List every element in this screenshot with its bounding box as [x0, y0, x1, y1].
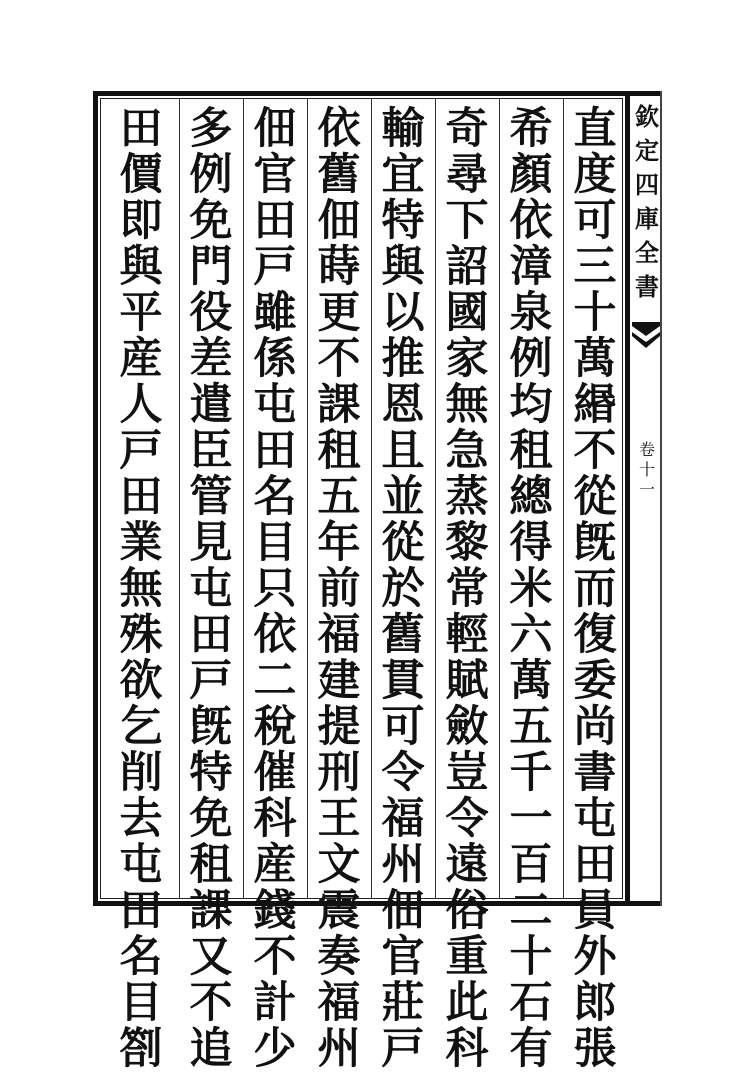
- text-character: 田: [573, 840, 617, 890]
- text-character: 國: [445, 288, 489, 338]
- text-character: 斂: [445, 702, 489, 752]
- text-character: 輕: [445, 610, 489, 660]
- text-character: 福: [381, 794, 425, 844]
- text-column: [112, 104, 170, 1074]
- text-character: 郎: [573, 978, 617, 1028]
- text-character: 與: [381, 242, 425, 292]
- text-column: [566, 104, 624, 1074]
- text-character: 五: [509, 702, 553, 752]
- text-character: 前: [317, 564, 361, 614]
- text-character: 福: [317, 610, 361, 660]
- text-character: 管: [189, 472, 233, 522]
- text-character: 恩: [381, 380, 425, 430]
- text-character: 詔: [445, 242, 489, 292]
- text-character: 十: [509, 932, 553, 982]
- text-character: 緡: [573, 380, 617, 430]
- text-character: 直: [573, 104, 617, 154]
- text-character: 泉: [509, 288, 553, 338]
- text-column: [502, 104, 560, 1074]
- text-character: 於: [381, 564, 425, 614]
- text-character: 萬: [573, 334, 617, 384]
- text-character: 蒔: [317, 242, 361, 292]
- text-character: 委: [573, 656, 617, 706]
- text-column: [374, 104, 432, 1074]
- column-rule: [243, 98, 244, 899]
- column-rule: [307, 98, 308, 899]
- text-character: 一: [509, 794, 553, 844]
- text-character: 千: [509, 748, 553, 798]
- text-character: 即: [119, 196, 163, 246]
- text-character: 無: [445, 380, 489, 430]
- text-character: 租: [317, 426, 361, 476]
- text-character: 催: [253, 748, 297, 798]
- text-character: 家: [445, 334, 489, 384]
- text-character: 書: [573, 748, 617, 798]
- column-rule: [371, 98, 372, 899]
- text-character: 顏: [509, 150, 553, 200]
- text-character: 五: [317, 472, 361, 522]
- text-character: 産: [119, 334, 163, 384]
- banxin-title-character: 庫: [635, 204, 659, 233]
- text-character: 三: [573, 242, 617, 292]
- text-character: 舊: [381, 610, 425, 660]
- text-character: 賦: [445, 656, 489, 706]
- banxin-volume-character: 一: [638, 480, 655, 499]
- text-character: 州: [381, 840, 425, 890]
- text-character: 依: [253, 610, 297, 660]
- text-character: 文: [317, 840, 361, 890]
- text-character: 王: [317, 794, 361, 844]
- text-character: 奇: [445, 104, 489, 154]
- text-character: 錢: [253, 886, 297, 936]
- text-character: 二: [253, 656, 297, 706]
- text-character: 田: [253, 196, 297, 246]
- banxin-volume-character: 十: [638, 460, 655, 479]
- text-character: 特: [381, 196, 425, 246]
- text-character: 六: [509, 610, 553, 660]
- text-character: 産: [253, 840, 297, 890]
- text-character: 目: [253, 518, 297, 568]
- text-character: 租: [509, 426, 553, 476]
- banxin-title-character: 定: [635, 136, 659, 165]
- text-character: 不: [573, 426, 617, 476]
- text-column: [246, 104, 304, 1074]
- text-character: 尋: [445, 150, 489, 200]
- text-character: 去: [119, 794, 163, 844]
- column-rule: [499, 98, 500, 899]
- text-character: 遠: [445, 840, 489, 890]
- text-character: 田: [119, 104, 163, 154]
- text-character: 役: [189, 288, 233, 338]
- text-character: 急: [445, 426, 489, 476]
- text-character: 多: [189, 104, 233, 154]
- text-character: 蒸: [445, 472, 489, 522]
- text-character: 稅: [253, 702, 297, 752]
- text-character: 旣: [189, 702, 233, 752]
- text-character: 均: [509, 380, 553, 430]
- text-character: 百: [509, 840, 553, 890]
- text-character: 田: [119, 886, 163, 936]
- text-character: 田: [119, 472, 163, 522]
- text-character: 只: [253, 564, 297, 614]
- text-character: 輸: [381, 104, 425, 154]
- text-character: 削: [119, 748, 163, 798]
- text-character: 例: [509, 334, 553, 384]
- text-character: 計: [253, 978, 297, 1028]
- text-character: 科: [253, 794, 297, 844]
- text-character: 官: [381, 932, 425, 982]
- text-character: 科: [445, 1024, 489, 1074]
- text-column: [438, 104, 496, 1074]
- text-character: 二: [509, 886, 553, 936]
- text-character: 劄: [119, 1024, 163, 1074]
- text-character: 可: [381, 702, 425, 752]
- text-character: 建: [317, 656, 361, 706]
- banxin-volume-character: 卷: [638, 440, 655, 459]
- text-character: 尚: [573, 702, 617, 752]
- text-character: 舊: [317, 150, 361, 200]
- text-character: 得: [509, 518, 553, 568]
- text-character: 追: [189, 1024, 233, 1074]
- text-character: 莊: [381, 978, 425, 1028]
- text-character: 令: [381, 748, 425, 798]
- text-character: 俗: [445, 886, 489, 936]
- text-character: 課: [189, 886, 233, 936]
- text-character: 免: [189, 794, 233, 844]
- text-character: 佃: [253, 104, 297, 154]
- text-character: 租: [189, 840, 233, 890]
- text-character: 欲: [119, 656, 163, 706]
- text-character: 希: [509, 104, 553, 154]
- text-character: 刑: [317, 748, 361, 798]
- banxin-title-character: 欽: [635, 102, 659, 131]
- text-character: 殊: [119, 610, 163, 660]
- text-character: 特: [189, 748, 233, 798]
- text-character: 不: [317, 334, 361, 384]
- text-character: 屯: [189, 564, 233, 614]
- text-character: 復: [573, 610, 617, 660]
- text-character: 張: [573, 1024, 617, 1074]
- text-character: 佃: [317, 196, 361, 246]
- text-character: 屯: [253, 380, 297, 430]
- banxin-rule: [660, 91, 662, 906]
- text-character: 宜: [381, 150, 425, 200]
- text-character: 並: [381, 472, 425, 522]
- fish-tail-icon: [632, 322, 660, 348]
- text-character: 戸: [381, 1024, 425, 1074]
- text-column: [310, 104, 368, 1074]
- text-character: 奏: [317, 932, 361, 982]
- text-character: 價: [119, 150, 163, 200]
- text-character: 屯: [573, 794, 617, 844]
- text-character: 不: [189, 978, 233, 1028]
- text-character: 不: [253, 932, 297, 982]
- text-character: 萬: [509, 656, 553, 706]
- text-character: 名: [253, 472, 297, 522]
- text-character: 見: [189, 518, 233, 568]
- text-character: 米: [509, 564, 553, 614]
- text-character: 依: [509, 196, 553, 246]
- text-character: 官: [253, 150, 297, 200]
- text-character: 例: [189, 150, 233, 200]
- banxin-title-character: 全: [635, 238, 659, 267]
- text-character: 平: [119, 288, 163, 338]
- text-character: 係: [253, 334, 297, 384]
- text-character: 業: [119, 518, 163, 568]
- text-character: 推: [381, 334, 425, 384]
- text-character: 戸: [253, 242, 297, 292]
- text-character: 臣: [189, 426, 233, 476]
- text-character: 震: [317, 886, 361, 936]
- text-character: 黎: [445, 518, 489, 568]
- text-character: 福: [317, 978, 361, 1028]
- text-character: 又: [189, 932, 233, 982]
- text-character: 戸: [119, 426, 163, 476]
- text-character: 貫: [381, 656, 425, 706]
- text-character: 人: [119, 380, 163, 430]
- text-character: 十: [573, 288, 617, 338]
- text-character: 無: [119, 564, 163, 614]
- column-rule: [179, 98, 180, 899]
- text-character: 門: [189, 242, 233, 292]
- banxin-title-character: 四: [635, 170, 659, 199]
- text-character: 以: [381, 288, 425, 338]
- text-character: 田: [189, 610, 233, 660]
- text-character: 提: [317, 702, 361, 752]
- text-character: 年: [317, 518, 361, 568]
- text-character: 常: [445, 564, 489, 614]
- text-character: 外: [573, 932, 617, 982]
- text-character: 更: [317, 288, 361, 338]
- column-rule: [435, 98, 436, 899]
- text-character: 且: [381, 426, 425, 476]
- banxin-title-character: 書: [635, 272, 659, 301]
- text-character: 豈: [445, 748, 489, 798]
- text-character: 此: [445, 978, 489, 1028]
- text-character: 目: [119, 978, 163, 1028]
- text-character: 差: [189, 334, 233, 384]
- text-character: 遣: [189, 380, 233, 430]
- text-character: 總: [509, 472, 553, 522]
- text-character: 免: [189, 196, 233, 246]
- text-character: 乞: [119, 702, 163, 752]
- text-character: 名: [119, 932, 163, 982]
- text-character: 漳: [509, 242, 553, 292]
- text-character: 佃: [381, 886, 425, 936]
- text-character: 令: [445, 794, 489, 844]
- text-character: 依: [317, 104, 361, 154]
- text-character: 戸: [189, 656, 233, 706]
- text-character: 有: [509, 1024, 553, 1074]
- text-character: 田: [253, 426, 297, 476]
- column-rule: [563, 98, 564, 899]
- text-character: 州: [317, 1024, 361, 1074]
- text-character: 石: [509, 978, 553, 1028]
- text-character: 下: [445, 196, 489, 246]
- text-column: [182, 104, 240, 1074]
- text-character: 度: [573, 150, 617, 200]
- text-character: 雖: [253, 288, 297, 338]
- text-character: 重: [445, 932, 489, 982]
- text-character: 課: [317, 380, 361, 430]
- text-character: 而: [573, 564, 617, 614]
- banxin-title: [634, 100, 660, 304]
- text-character: 員: [573, 886, 617, 936]
- text-character: 與: [119, 242, 163, 292]
- text-character: 可: [573, 196, 617, 246]
- text-character: 少: [253, 1024, 297, 1074]
- text-character: 旣: [573, 518, 617, 568]
- banxin-volume: [634, 440, 660, 500]
- text-character: 從: [573, 472, 617, 522]
- text-character: 屯: [119, 840, 163, 890]
- text-character: 從: [381, 518, 425, 568]
